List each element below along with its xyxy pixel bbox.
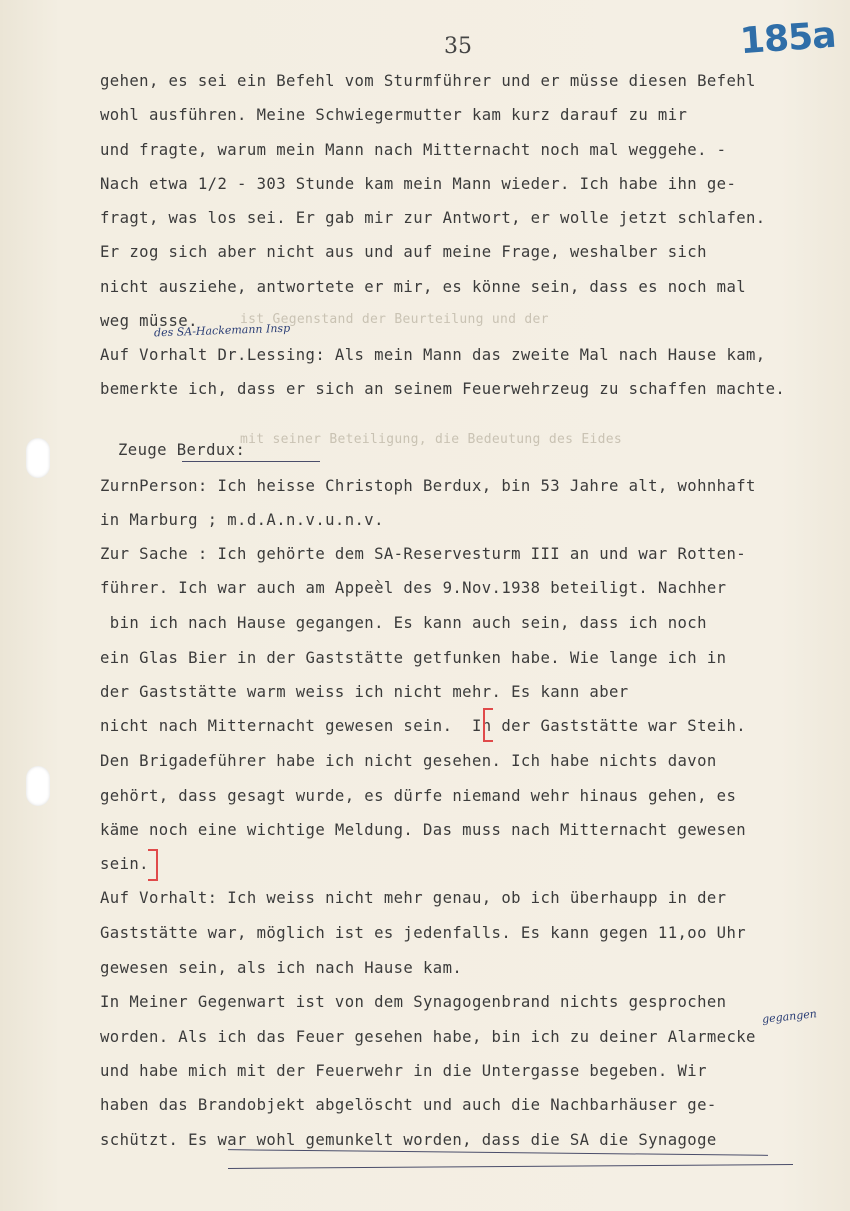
witness-heading: Zeuge Berdux: xyxy=(118,441,246,459)
text-line: der Gaststätte warm weiss ich nicht mehr. Es kann aber xyxy=(100,683,629,701)
handwritten-underline xyxy=(228,1149,768,1156)
text-line: fragt, was los sei. Er gab mir zur Antwort, er wolle jetzt schlafen. xyxy=(100,209,766,227)
text-line: in Marburg ; m.d.A.n.v.u.n.v. xyxy=(100,511,384,529)
text-line: haben das Brandobjekt abgelöscht und auch die Nachbarhäuser ge- xyxy=(100,1096,717,1114)
page-number: 35 xyxy=(444,34,472,59)
text-line: und habe mich mit der Feuerwehr in die Untergasse begeben. Wir xyxy=(100,1062,707,1080)
text-line: Gaststätte war, möglich ist es jedenfalls. Es kann gegen 11,oo Uhr xyxy=(100,924,747,942)
text-line: Nach etwa 1/2 - 303 Stunde kam mein Mann wieder. Ich habe ihn ge- xyxy=(100,175,737,193)
text-line: bin ich nach Hause gegangen. Es kann auch sein, dass ich noch xyxy=(100,614,707,632)
text-line: nicht nach Mitternacht gewesen sein. In der Gaststätte war Steih. xyxy=(100,717,747,735)
text-line: nicht ausziehe, antwortete er mir, es könne sein, dass es noch mal xyxy=(100,278,747,296)
text-line: Den Brigadeführer habe ich nicht gesehen. Ich habe nichts davon xyxy=(100,752,717,770)
text-line: Auf Vorhalt Dr.Lessing: Als mein Mann das zweite Mal nach Hause kam, xyxy=(100,346,766,364)
text-line: ZurnPerson: Ich heisse Christoph Berdux, bin 53 Jahre alt, wohnhaft xyxy=(100,477,756,495)
text-line: gewesen sein, als ich nach Hause kam. xyxy=(100,959,463,977)
text-line: bemerkte ich, dass er sich an seinem Feuerwehrzeug zu schaffen machte. xyxy=(100,380,786,398)
text-line: sein. xyxy=(100,855,149,873)
punch-hole-lower xyxy=(26,766,50,806)
text-line: Auf Vorhalt: Ich weiss nicht mehr genau, ob ich überhaupp in der xyxy=(100,889,727,907)
text-line: weg müsse. xyxy=(100,312,198,330)
text-line: Zur Sache : Ich gehörte dem SA-Reservesturm III an und war Rotten- xyxy=(100,545,747,563)
text-line: und fragte, warum mein Mann nach Mitternacht noch mal weggehe. - xyxy=(100,141,727,159)
handwritten-underline xyxy=(228,1164,793,1169)
text-line: käme noch eine wichtige Meldung. Das muss nach Mitternacht gewesen xyxy=(100,821,747,839)
bleed-through: ist Gegenstand der Beurteilung und der xyxy=(240,312,549,327)
text-line: In Meiner Gegenwart ist von dem Synagogenbrand nichts gesprochen xyxy=(100,993,727,1011)
folio-stamp: 185a xyxy=(738,14,837,63)
red-bracket-open xyxy=(483,708,493,742)
text-line: worden. Als ich das Feuer gesehen habe, bin ich zu deiner Alarmecke xyxy=(100,1028,756,1046)
text-line: führer. Ich war auch am Appeèl des 9.Nov.1938 beteiligt. Nachher xyxy=(100,579,727,597)
text-line: wohl ausführen. Meine Schwiegermutter kam kurz darauf zu mir xyxy=(100,106,688,124)
handwritten-annotation: des SA-Hackemann Insp xyxy=(153,321,291,340)
red-bracket-close xyxy=(148,849,158,881)
punch-hole-upper xyxy=(26,438,50,478)
text-line: gehört, dass gesagt wurde, es dürfe niemand wehr hinaus gehen, es xyxy=(100,787,737,805)
text-line: Er zog sich aber nicht aus und auf meine Frage, weshalber sich xyxy=(100,243,707,261)
text-line: gehen, es sei ein Befehl vom Sturmführer und er müsse diesen Befehl xyxy=(100,72,756,90)
heading-underline xyxy=(182,461,320,462)
bleed-through: mit seiner Beteiligung, die Bedeutung des Eides xyxy=(240,432,622,447)
text-line: schützt. Es war wohl gemunkelt worden, dass die SA die Synagoge xyxy=(100,1131,717,1149)
text-line: ein Glas Bier in der Gaststätte getfunken habe. Wie lange ich in xyxy=(100,649,727,667)
handwritten-annotation: gegangen xyxy=(761,1007,818,1026)
